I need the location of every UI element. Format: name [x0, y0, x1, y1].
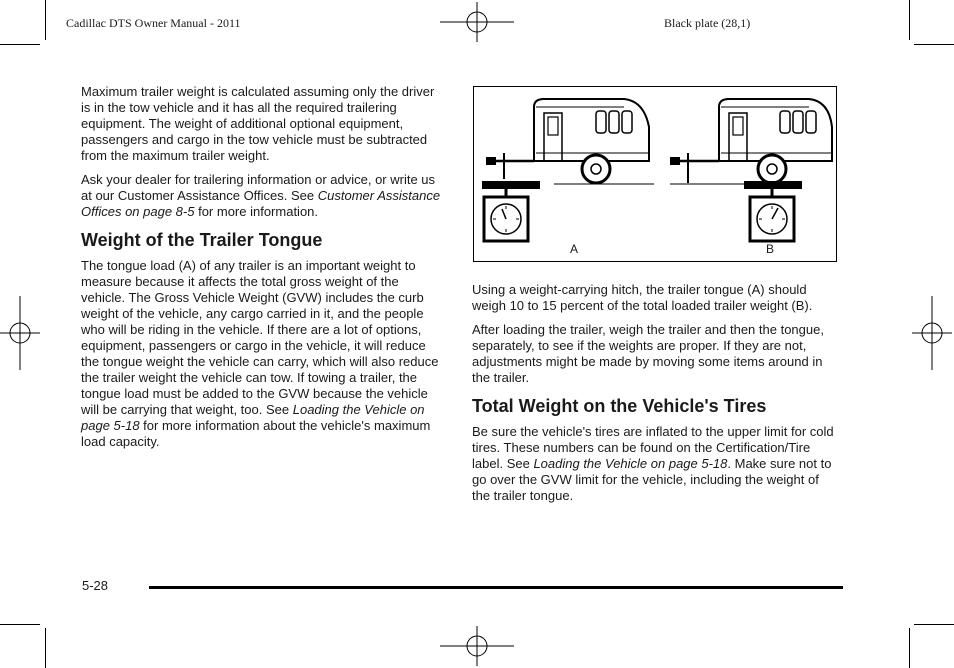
- crop-mark: [914, 44, 954, 45]
- figure-label-b: B: [766, 242, 775, 256]
- crop-mark: [0, 44, 40, 45]
- text: The tongue load (A) of any trailer is an important weight to measure because it affects the total gross weight of the vehicle. The Gross Vehicle Weight (GVW) includes the curb weight of the vehicle, any cargo carried in it, and the people who will be riding in the vehicle. If there are a lot of options, equipment, passengers or cargo in the vehicle, it will reduce the tongue weight the vehicle can carry, which will also reduce the trailer weight the vehicle can tow. If towing a trailer, the tongue load must be added to the GVW because the vehicle will be carrying that weight, too. See: [81, 258, 439, 417]
- paragraph: [472, 424, 834, 504]
- registration-mark-top: [440, 2, 514, 42]
- crop-mark: [45, 0, 46, 40]
- text: Ask your dealer for trailering information or advice, or write us at our Customer Assistance Offices. See: [81, 172, 436, 203]
- text: for more information.: [194, 204, 319, 219]
- crop-mark: [909, 0, 910, 40]
- paragraph: Maximum trailer weight is calculated assuming only the driver is in the tow vehicle and it has all the required trailering equipment. The weight of additional optional equipment, passengers and cargo in the tow vehicle must be subtracted from the maximum trailer weight.: [81, 84, 435, 163]
- page-number: 5-28: [82, 578, 109, 593]
- crop-mark: [909, 628, 910, 668]
- text: for more information about the vehicle's maximum load capacity.: [81, 418, 431, 449]
- text: Be sure the vehicle's tires are inflated to the upper limit for cold tires. These numbers can be found on the Certification/Tire label. See: [472, 424, 834, 471]
- header-title: Cadillac DTS Owner Manual - 2011: [66, 16, 241, 30]
- trailer-weight-figure: [473, 86, 837, 262]
- paragraph: [81, 172, 443, 220]
- left-column: [81, 84, 443, 458]
- trailer-a: [482, 99, 654, 241]
- crop-mark: [914, 624, 954, 625]
- header-plate: Black plate (28,1): [664, 16, 751, 30]
- footer-rule: [149, 586, 843, 589]
- trailer-illustration: [474, 87, 835, 260]
- cross-reference-link[interactable]: Customer Assistance Offices on page 8-5: [81, 188, 441, 219]
- section-heading: Total Weight on the Vehicle's Tires: [472, 396, 767, 416]
- crop-mark: [0, 624, 40, 625]
- paragraph: After loading the trailer, weigh the trailer and then the tongue, separately, to see if the weights are proper. If they are not, adjustments might be made by moving some items around in the trailer.: [472, 322, 824, 385]
- registration-mark-right: [912, 296, 952, 370]
- registration-mark-left: [0, 296, 40, 370]
- right-column: [472, 282, 834, 512]
- cross-reference-link[interactable]: Loading the Vehicle on page 5-18: [533, 456, 728, 471]
- crop-mark: [45, 628, 46, 668]
- paragraph: [81, 258, 443, 450]
- text: . Make sure not to go over the GVW limit for the vehicle, including the weight of the trailer tongue.: [472, 456, 832, 503]
- figure-label-a: A: [570, 242, 579, 256]
- paragraph: Using a weight-carrying hitch, the trailer tongue (A) should weigh 10 to 15 percent of the total loaded trailer weight (B).: [472, 282, 813, 313]
- section-heading: Weight of the Trailer Tongue: [81, 230, 323, 250]
- trailer-b: [670, 99, 832, 241]
- cross-reference-link[interactable]: Loading the Vehicle on page 5-18: [81, 402, 425, 433]
- registration-mark-bottom: [440, 626, 514, 666]
